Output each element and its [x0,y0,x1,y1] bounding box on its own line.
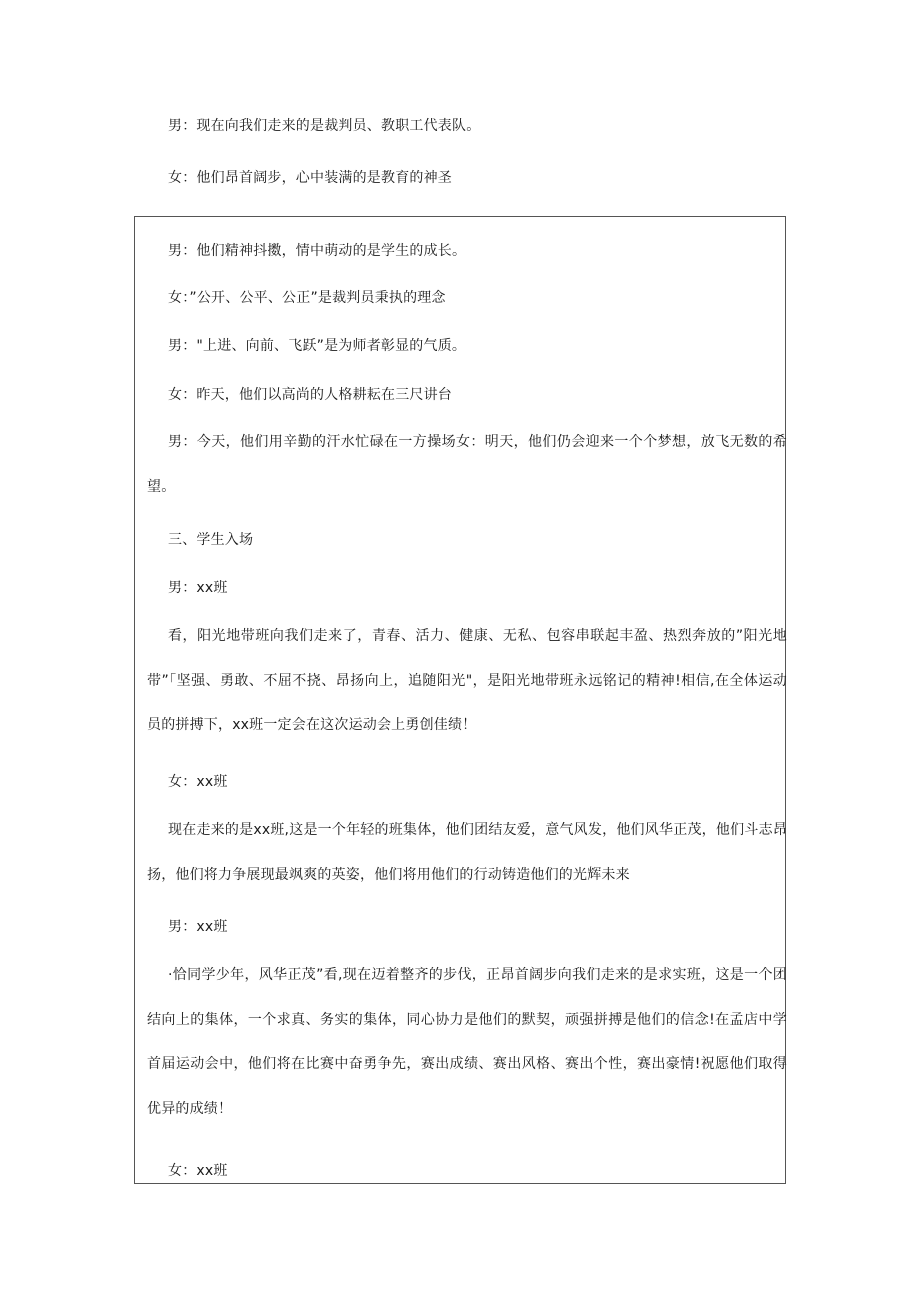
script-paragraph: 看，阳光地带班向我们走来了，青春、活力、健康、无私、包容串联起丰盈、热烈奔放的”阳光地带”「坚强、勇敢、不屈不挠、昂扬向上，追随阳光"，是阳光地带班永远铭记的精神!相信,在全体运动员的拼搏下，xx班一定会在这次运动会上勇创佳绩！ [147,628,787,733]
script-line: 男：现在向我们走来的是裁判员、教职工代表队。 [168,118,481,134]
script-paragraph: ·恰同学少年，风华正茂”看,现在迈着整齐的步伐，正昂首阔步向我们走来的是求实班，这是一个团结向上的集体，一个求真、务实的集体，同心协力是他们的默契，顽强拼搏是他们的信念!在孟店中学首届运动会中，他们将在比赛中奋勇争先，赛出成绩、赛出风格、赛出个性，赛出豪情!祝愿他们取得优异的成绩！ [147,967,787,1117]
script-paragraph: 现在走来的是xx班,这是一个年轻的班集体，他们团结友爱，意气风发，他们风华正茂，他们斗志昂扬，他们将力争展现最飒爽的英姿，他们将用他们的行动铸造他们的光辉未来 [147,822,787,883]
script-line: 女：昨天，他们以高尚的人格耕耘在三尺讲台 [168,387,452,403]
script-line: 男：xx班 [168,919,228,935]
script-paragraph: 男：今天，他们用辛勤的汗水忙碌在一方操场女：明天，他们仍会迎来一个个梦想，放飞无数的希望。 [147,434,787,495]
script-line: 男：他们精神抖擞，情中萌动的是学生的成长。 [168,243,467,259]
script-line: 女：xx班 [168,1163,228,1179]
script-line: 女：他们昂首阔步，心中装满的是教育的神圣 [168,170,452,186]
script-line: 男：xx班 [168,580,228,596]
script-line: 女：”公开、公平、公正”是裁判员秉执的理念 [168,290,446,306]
section-heading: 三、学生入场 [168,532,254,548]
script-line: 女：xx班 [168,774,228,790]
script-line: 男："上进、向前、飞跃”是为师者彰显的气质。 [168,338,467,354]
